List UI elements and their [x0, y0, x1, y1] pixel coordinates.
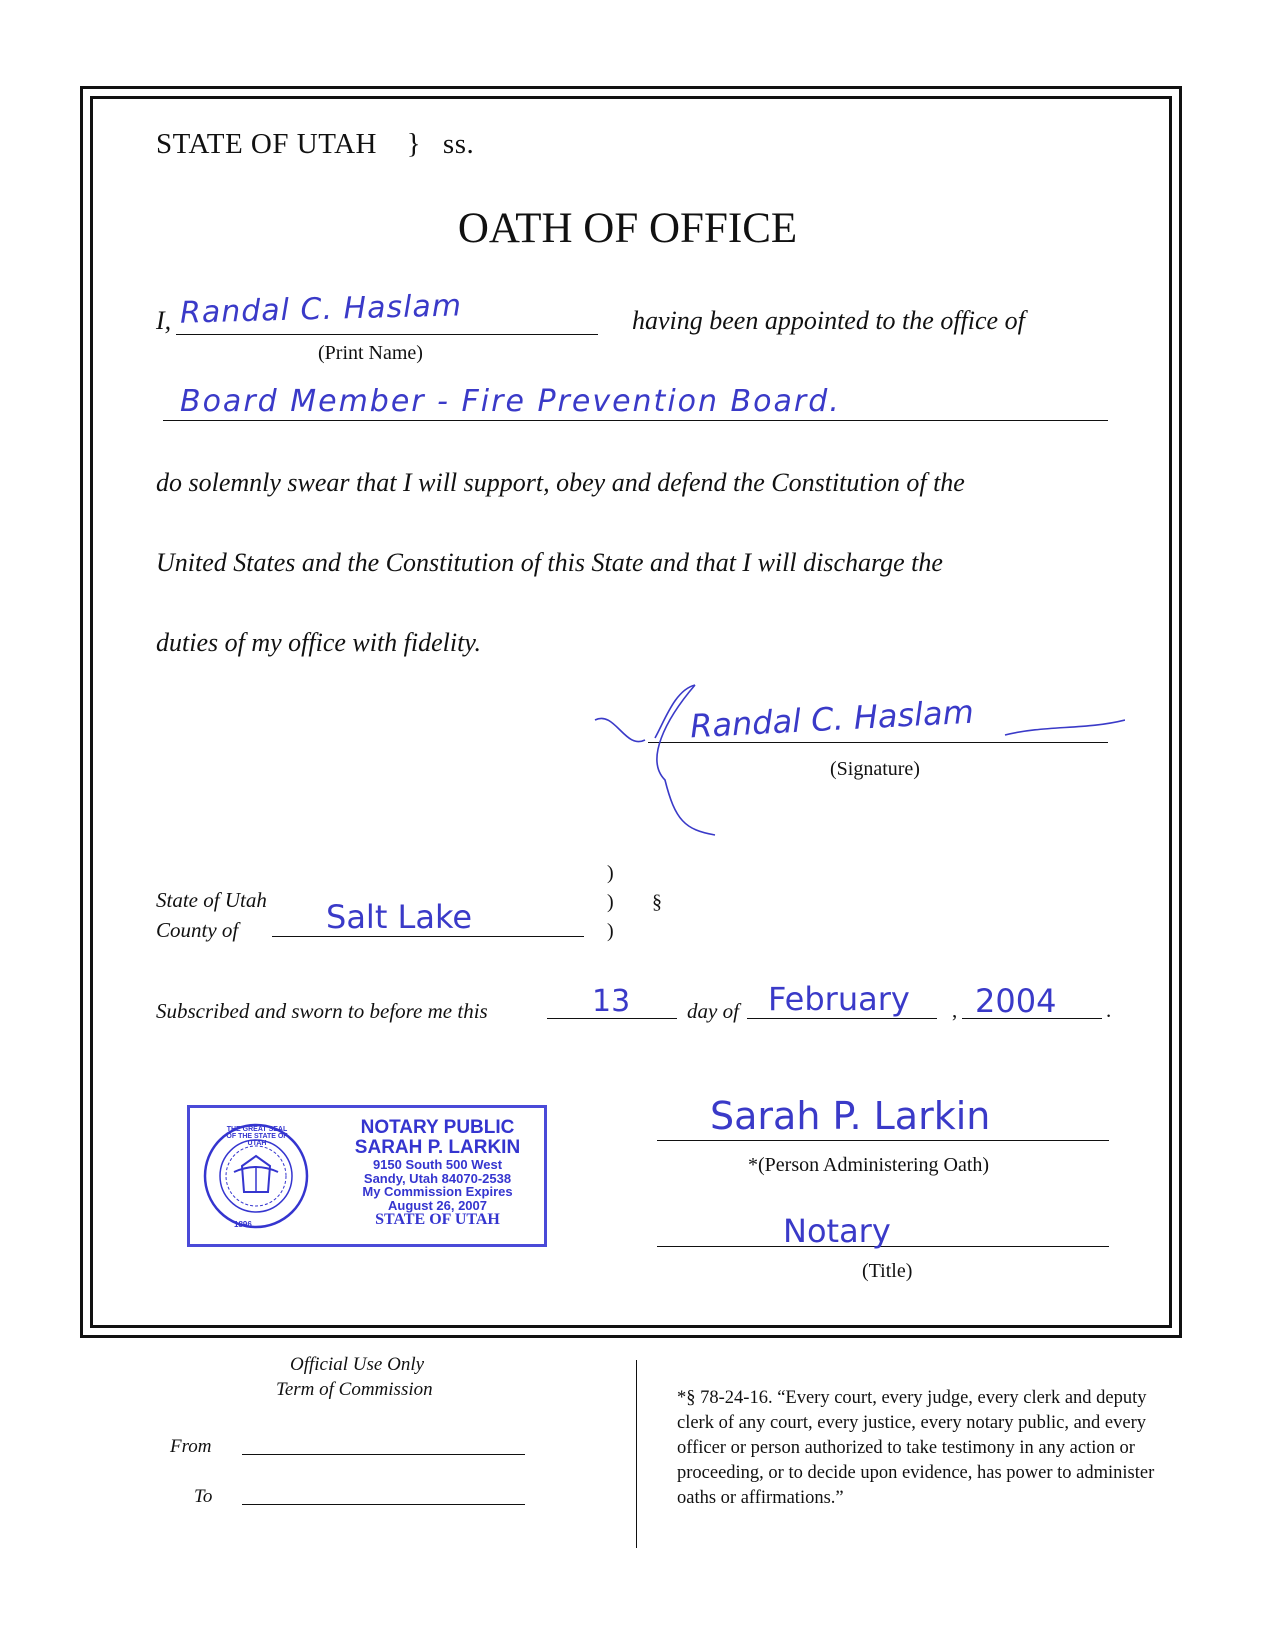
official-use-heading: Official Use Only — [290, 1354, 425, 1375]
stamp-line-5: My Commission Expires — [362, 1184, 513, 1200]
administrator-value: Sarah P. Larkin — [710, 1094, 991, 1138]
seal-text: THE GREAT SEAL OF THE STATE OF UTAH — [226, 1126, 288, 1147]
oath-line-1: do solemnly swear that I will support, obey and defend the Constitution of the — [156, 468, 965, 497]
appointed-text: having been appointed to the office of — [632, 306, 1025, 335]
county-line — [272, 936, 584, 937]
brace: } — [406, 128, 422, 160]
footer-divider — [636, 1360, 637, 1548]
month-value: February — [768, 980, 910, 1018]
state-header — [156, 128, 474, 161]
signature-value: Randal C. Haslam — [689, 692, 975, 746]
comma: , — [952, 998, 958, 1022]
day-of-label: day of — [687, 999, 739, 1023]
year-value: 2004 — [975, 982, 1057, 1020]
stamp-text-block — [330, 1118, 545, 1229]
from-label: From — [170, 1436, 212, 1457]
notary-stamp — [187, 1105, 547, 1247]
administrator-line — [657, 1140, 1109, 1141]
statute-footnote: *§ 78-24-16. “Every court, every judge, every clerk and deputy clerk of any court, every justice, every notary public, and every officer or person authorized to take testimony in any action or proceeding, or to decide upon evidence, has power to administer oaths or affirmations.” — [677, 1388, 1155, 1508]
administrator-label: *(Person Administering Oath) — [748, 1154, 990, 1176]
page-title: OATH OF OFFICE — [457, 205, 798, 252]
to-line — [242, 1504, 525, 1505]
paren-3: ) — [607, 920, 614, 942]
state-name: STATE OF UTAH — [156, 128, 377, 160]
print-name-line — [176, 334, 598, 335]
section-symbol: § — [652, 891, 662, 913]
prefix-i: I, — [156, 306, 172, 335]
to-label: To — [194, 1486, 213, 1507]
title-label: (Title) — [862, 1260, 913, 1282]
term-heading: Term of Commission — [276, 1379, 433, 1400]
stamp-line-1: NOTARY PUBLIC — [360, 1117, 515, 1138]
venue-county-label: County of — [156, 918, 239, 942]
title-value: Notary — [783, 1212, 891, 1250]
print-name-label: (Print Name) — [318, 342, 423, 364]
stamp-line-3: 9150 South 500 West — [372, 1156, 503, 1172]
paren-1: ) — [607, 862, 614, 884]
oath-line-3: duties of my office with fidelity. — [156, 628, 481, 657]
from-line — [242, 1454, 525, 1455]
ss-label: ss. — [442, 128, 475, 160]
paren-2: ) — [607, 891, 614, 913]
office-value: Board Member - Fire Prevention Board. — [180, 384, 841, 419]
month-line — [747, 1018, 937, 1019]
office-line — [163, 420, 1108, 421]
oath-line-2: United States and the Constitution of this State and that I will discharge the — [156, 548, 943, 577]
seal-year: 1896 — [234, 1220, 252, 1229]
stamp-line-2: SARAH P. LARKIN — [354, 1136, 521, 1158]
stamp-line-4: Sandy, Utah 84070-2538 — [363, 1170, 512, 1186]
county-value: Salt Lake — [326, 898, 473, 936]
signature-label: (Signature) — [830, 758, 920, 780]
stamp-line-6: August 26, 2007 — [388, 1197, 487, 1213]
period: . — [1106, 998, 1112, 1022]
print-name-value: Randal C. Haslam — [179, 288, 463, 331]
venue-state-label: State of Utah — [156, 888, 267, 912]
sworn-prefix: Subscribed and sworn to before me this — [156, 999, 488, 1023]
day-value: 13 — [592, 984, 631, 1019]
stamp-line-7: STATE OF UTAH — [375, 1211, 500, 1229]
